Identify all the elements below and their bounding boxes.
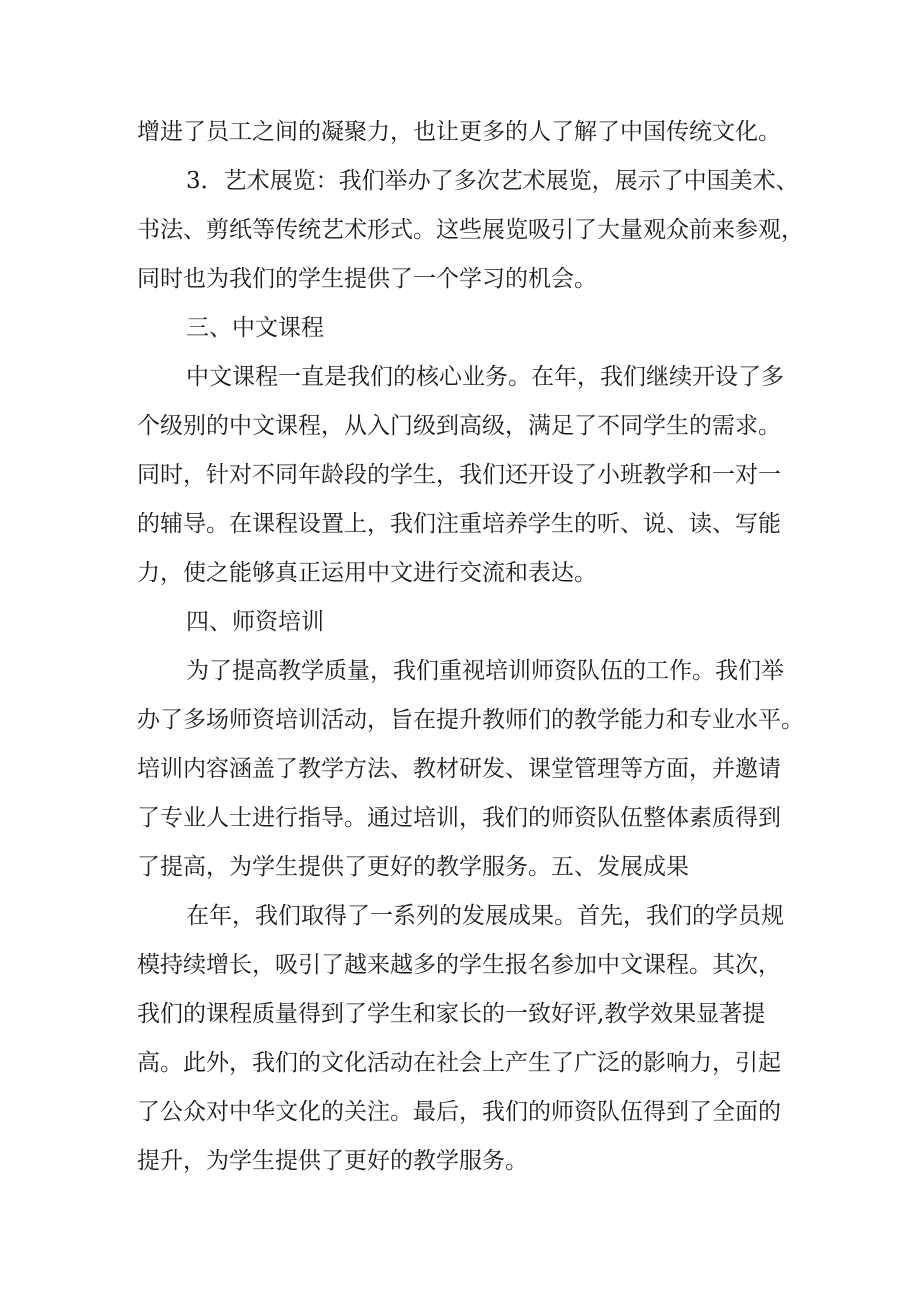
text-line: 力，使之能够真正运用中文进行交流和表达。: [137, 560, 597, 586]
text-line: 同时也为我们的学生提供了一个学习的机会。: [137, 266, 597, 292]
section-heading: 三、中文课程: [186, 315, 324, 341]
text-line: 了专业人士进行指导。通过培训，我们的师资队伍整体素质得到: [137, 805, 781, 831]
text-line: 3．艺术展览：我们举办了多次艺术展览，展示了中国美术、: [186, 168, 799, 194]
text-line: 增进了员工之间的凝聚力，也让更多的人了解了中国传统文化。: [137, 119, 781, 145]
text-line: 了提高，为学生提供了更好的教学服务。五、发展成果: [137, 854, 689, 880]
text-line: 高。此外，我们的文化活动在社会上产生了广泛的影响力，引起: [137, 1050, 781, 1076]
text-line: 在年，我们取得了一系列的发展成果。首先，我们的学员规: [186, 903, 784, 929]
text-line: 的辅导。在课程设置上，我们注重培养学生的听、说、读、写能: [137, 511, 781, 537]
text-line: 为了提高教学质量，我们重视培训师资队伍的工作。我们举: [186, 658, 784, 684]
text-line: 个级别的中文课程，从入门级到高级，满足了不同学生的需求。: [137, 413, 781, 439]
text-line: 书法、剪纸等传统艺术形式。这些展览吸引了大量观众前来参观，: [137, 217, 804, 243]
text-line: 培训内容涵盖了教学方法、教材研发、课堂管理等方面，并邀请: [137, 756, 781, 782]
text-line: 模持续增长，吸引了越来越多的学生报名参加中文课程。其次，: [137, 952, 781, 978]
text-line: 了公众对中华文化的关注。最后，我们的师资队伍得到了全面的: [137, 1099, 781, 1125]
text-line: 我们的课程质量得到了学生和家长的一致好评,教学效果显著提: [137, 1001, 766, 1027]
text-line: 办了多场师资培训活动，旨在提升教师们的教学能力和专业水平。: [137, 707, 804, 733]
text-line: 中文课程一直是我们的核心业务。在年，我们继续开设了多: [186, 364, 784, 390]
section-heading: 四、师资培训: [186, 609, 324, 635]
text-line: 同时，针对不同年龄段的学生，我们还开设了小班教学和一对一: [137, 462, 781, 488]
text-line: 提升，为学生提供了更好的教学服务。: [137, 1148, 528, 1174]
